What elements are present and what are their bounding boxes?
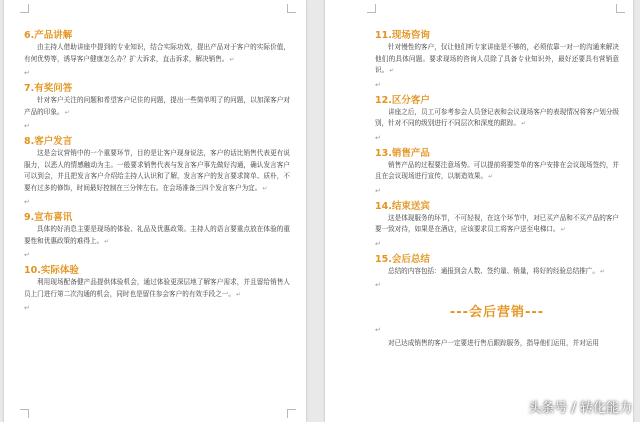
section-heading: 12.区分客户 <box>375 94 430 106</box>
empty-paragraph-mark: ↵ <box>24 251 30 259</box>
paragraph-mark: ↵ <box>521 120 527 127</box>
paragraph-mark: ↵ <box>262 184 268 192</box>
section-paragraph <box>375 213 619 236</box>
section-heading: 15.会后总结 <box>375 253 430 265</box>
paragraph-mark: ↵ <box>560 226 566 233</box>
section-heading: 10.实际体验 <box>24 265 79 276</box>
section-block <box>375 254 619 290</box>
paragraph-line: 总结的内容包括：通报到会人数、签约量、销量，将好的经验总结推广。 <box>388 266 599 275</box>
section-block <box>24 30 290 77</box>
paragraph-mark: ↵ <box>229 55 235 63</box>
paragraph-mark: ↵ <box>64 108 70 116</box>
section-heading: 8.客户发言 <box>24 136 73 147</box>
empty-paragraph-mark: ↵ <box>375 239 381 248</box>
paragraph-line: 解，发言客户的发言要求简单、质朴，不要有过多的修饰，时间最好控制在三 <box>24 172 291 192</box>
section-paragraph <box>24 148 290 194</box>
section-block <box>375 148 619 195</box>
section-paragraph <box>375 42 619 77</box>
margin-corner-mark <box>20 409 29 418</box>
paragraph-line: 讲座之后，员工可参考参会人员登记表和会议现场客户的表现情况将客户 <box>388 107 600 116</box>
paragraph-line: 售代表更有说服力，以恶人的情感触动为主。一般要求销售代表与发言客户事 <box>24 149 291 169</box>
section-title-after-sales: ---会后营销--- <box>449 305 545 320</box>
empty-paragraph-mark: ↵ <box>24 122 30 130</box>
paragraph-line: 对已达成销售的客户一定要进行售后跟踪服务，指导他们运用，并对运用 <box>388 339 599 347</box>
empty-paragraph-mark: ↵ <box>375 133 381 142</box>
paragraph-line: 约，并且在会议现场进行宣传，以制造效果。 <box>375 160 620 180</box>
section-paragraph <box>24 42 290 65</box>
paragraph-line: 放在体验的重要性和优惠政策的难得上。 <box>24 225 291 245</box>
paragraph-mark: ↵ <box>488 173 494 180</box>
right-page-content <box>375 0 619 350</box>
section-heading: 14.结束送宾 <box>375 200 430 212</box>
paragraph-line: 划分级别，针对不同的级别进行不同层次和深度的跟踪。 <box>375 107 620 127</box>
paragraph-line: 利用现场配备健产品提供体验机会，通过体验更深层地了解客户需求，并 <box>37 278 251 286</box>
section-paragraph <box>375 160 619 183</box>
empty-paragraph-mark: ↵ <box>375 326 381 334</box>
paragraph-line: 段之一。 <box>208 289 235 298</box>
paragraph-line: 以加深客户对产品的印象。 <box>24 96 291 116</box>
closing-paragraph <box>375 338 619 350</box>
section-block <box>24 212 290 259</box>
watermark: 头条号 / 转化能力 <box>528 401 632 416</box>
document-page-left[interactable] <box>4 0 306 422</box>
paragraph-line: 来解决他们的具体问题。要求现场的咨询人员除了具备专业知识外，最好还要 <box>375 43 620 63</box>
document-page-right[interactable] <box>325 0 633 422</box>
empty-paragraph-mark: ↵ <box>24 198 30 206</box>
section-heading: 11.现场咨询 <box>375 30 430 41</box>
paragraph-line: 销售。 <box>208 54 229 63</box>
section-paragraph <box>24 224 290 247</box>
paragraph-line: 这是体现服务的环节，不可轻视，在这个环节中，对已买产品和不买产品 <box>388 213 600 222</box>
section-paragraph <box>24 277 290 300</box>
paragraph-line: 先做好沟通，确认发言客户可以到会，并且把发言客户介绍给主持人认识和了 <box>24 160 291 180</box>
left-page-content <box>24 0 290 318</box>
section-block <box>24 265 290 312</box>
paragraph-mark: ↵ <box>600 267 606 275</box>
section-heading: 7.有奖问答 <box>24 83 73 94</box>
paragraph-mark: ↵ <box>236 290 242 298</box>
paragraph-mark: ↵ <box>389 67 395 74</box>
paragraph-line: 的客户要一致对待，如果是在酒店，应该要求员工将客户送至电梯口。 <box>375 213 620 233</box>
section-paragraph <box>375 266 619 278</box>
section-heading: 9.宣布喜讯 <box>24 212 73 223</box>
paragraph-line: 具有营销意识。 <box>375 54 620 74</box>
paragraph-line: 由主持人借助讲座中提到的专业知识，结合实际功效，提出产品对于客户 <box>37 43 251 51</box>
section-paragraph <box>24 95 290 118</box>
paragraph-line: 的实际价值，有何优势等，诱导客户健康怎么办？扩大诉求，直击诉求，解决 <box>24 43 291 63</box>
paragraph-line: 销售产品的过程要注意场势。可以提前将要签单的客户安排在会议现场签 <box>388 160 600 169</box>
section-block <box>375 30 619 89</box>
empty-paragraph-mark: ↵ <box>375 186 381 195</box>
section-block <box>24 83 290 130</box>
empty-paragraph-mark: ↵ <box>375 80 381 89</box>
paragraph-line: 针对客户关注的问题和希望客户记住的问题，提出一些简单明了的问题， <box>37 96 251 104</box>
section-paragraph <box>375 107 619 130</box>
empty-paragraph-mark: ↵ <box>24 69 30 77</box>
paragraph-line: 具体的好消息主要是现场的体验、礼品及优惠政策。主持人的语言要重点 <box>37 225 251 233</box>
paragraph-line: 这是会议营销中的一个重要环节，目的是让客户现身说法，客户的话比销 <box>37 149 251 157</box>
paragraph-line: 针对慢性的客户，仅让他们听专家讲座是不够的，必须依靠一对一的沟通 <box>388 43 600 51</box>
empty-paragraph-mark: ↵ <box>375 281 381 289</box>
section-heading: 6.产品讲解 <box>24 30 73 41</box>
margin-corner-mark <box>287 409 296 418</box>
paragraph-mark: ↵ <box>104 237 110 245</box>
paragraph-line: 且留给销售人员上门进行第二次沟通的机会，同时也是留住参会客户的有效手 <box>24 278 291 298</box>
paragraph-line: 分钟左右。在会场准备三四个发言客户为宜。 <box>129 183 262 192</box>
section-heading: 13.销售产品 <box>375 147 430 159</box>
section-block <box>375 201 619 248</box>
section-block <box>375 95 619 142</box>
empty-paragraph-mark: ↵ <box>24 304 30 312</box>
section-block <box>24 136 290 206</box>
